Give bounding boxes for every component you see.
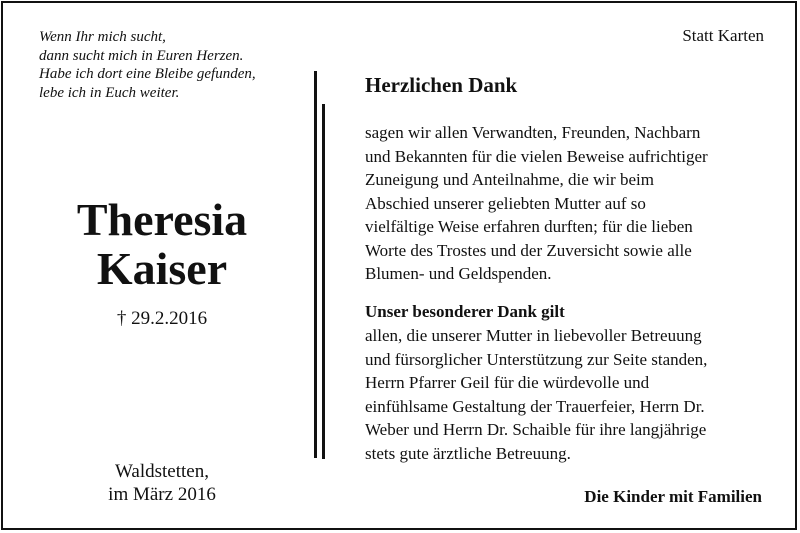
special-thanks-paragraph xyxy=(365,324,707,465)
date-line: im März 2016 xyxy=(108,484,216,505)
paragraph-line: Zuneigung und Anteilnahme, die wir beim xyxy=(365,170,654,189)
paragraph-line: Weber und Herrn Dr. Schaible für ihre langjährige xyxy=(365,420,707,439)
place-and-date xyxy=(3,460,321,506)
special-thanks-subheading: Unser besonderer Dank gilt xyxy=(365,302,565,321)
paragraph-line: Abschied unserer geliebten Mutter auf so xyxy=(365,193,646,213)
deceased-last-name: Kaiser xyxy=(96,243,228,294)
paragraph-line: Herrn Pfarrer Geil für die würdevolle und xyxy=(365,373,650,392)
paragraph-line: einfühlsame Gestaltung der Trauerfeier, Herrn Dr. xyxy=(365,396,705,416)
paragraph-line: Worte des Trostes und der Zuversicht sowie alle xyxy=(365,240,692,260)
paragraph-line: und Bekannten für die vielen Beweise aufrichtiger xyxy=(365,146,708,166)
place-line: Waldstetten, xyxy=(115,461,209,482)
paragraph-line: vielfältige Weise erfahren durften; für die lieben xyxy=(365,217,693,236)
poem-line: lebe ich in Euch weiter. xyxy=(39,84,180,101)
paragraph-line: allen, die unserer Mutter in liebevoller Betreuung xyxy=(365,326,702,345)
memorial-poem xyxy=(39,28,256,102)
thanks-paragraph xyxy=(365,121,708,286)
obituary-card xyxy=(1,1,797,530)
poem-line: Habe ich dort eine Bleibe gefunden, xyxy=(39,66,256,82)
paragraph-line: sagen wir allen Verwandten, Freunden, Nachbarn xyxy=(365,123,701,142)
deceased-first-name: Theresia xyxy=(76,194,248,245)
statt-karten-label: Statt Karten xyxy=(682,26,764,45)
poem-line: dann sucht mich in Euren Herzen. xyxy=(39,47,244,64)
thanks-heading: Herzlichen Dank xyxy=(365,73,518,97)
paragraph-line: stets gute ärztliche Betreuung. xyxy=(365,443,571,463)
paragraph-line: und fürsorglicher Unterstützung zur Seite standen, xyxy=(365,349,708,369)
paragraph-line: Blumen- und Geldspenden. xyxy=(365,264,552,283)
death-date: † 29.2.2016 xyxy=(116,308,208,329)
family-signature: Die Kinder mit Familien xyxy=(584,487,762,506)
divider-rule-long xyxy=(314,71,317,458)
divider-rule-short xyxy=(322,104,325,459)
poem-line: Wenn Ihr mich sucht, xyxy=(39,29,166,45)
